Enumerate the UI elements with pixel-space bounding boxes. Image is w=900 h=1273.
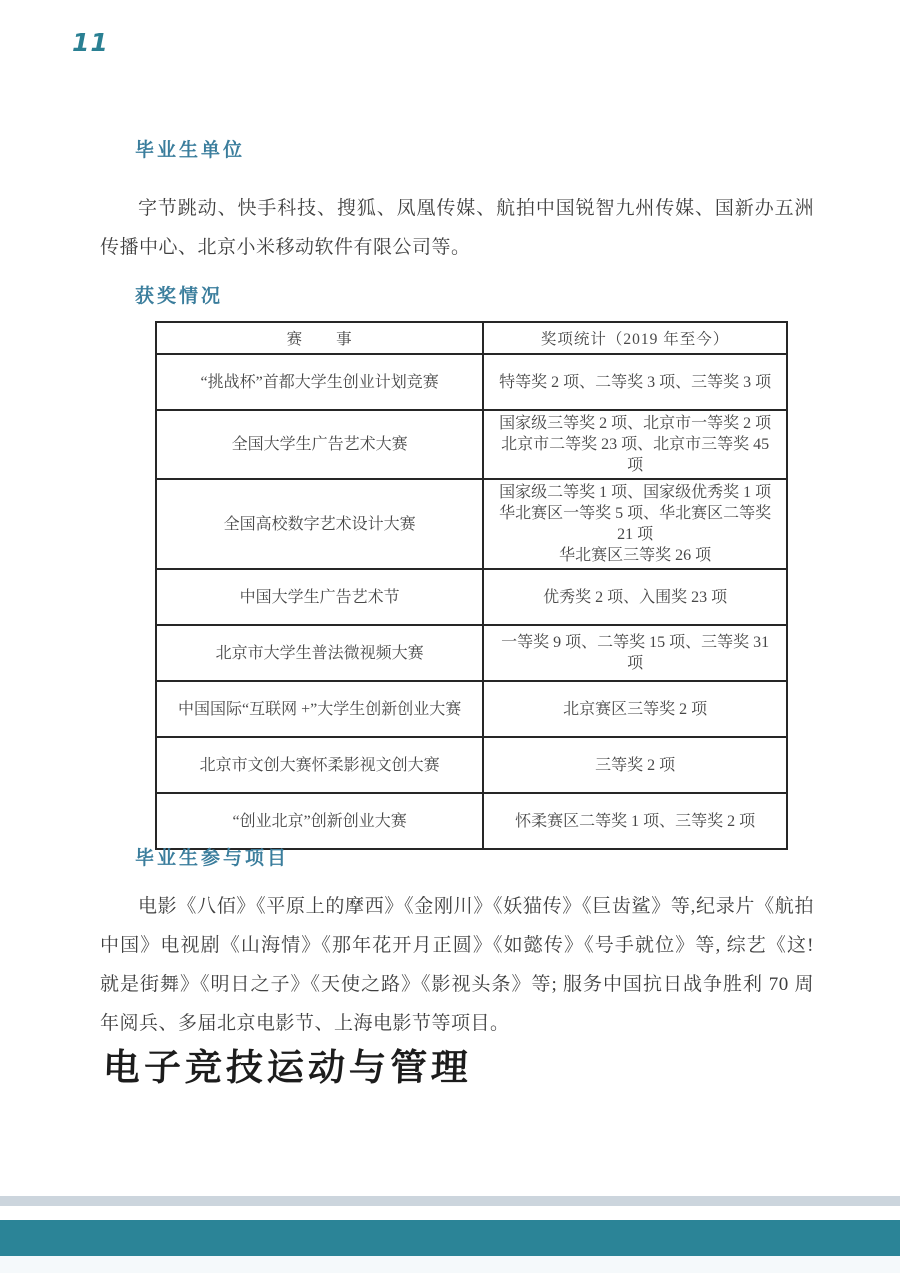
competition-cell: 北京市大学生普法微视频大赛	[156, 625, 483, 681]
awards-cell	[483, 681, 787, 737]
footer-teal-bar	[0, 1220, 900, 1256]
award-line: 一等奖 9 项、二等奖 15 项、三等奖 31 项	[501, 634, 770, 672]
awards-cell	[483, 625, 787, 681]
table-row	[156, 737, 787, 793]
footer-bottom-strip	[0, 1256, 900, 1273]
footer-thin-bar	[0, 1196, 900, 1206]
table-row	[156, 793, 787, 849]
award-line: 国家级二等奖 1 项、国家级优秀奖 1 项	[499, 484, 772, 501]
competition-cell: 全国大学生广告艺术大赛	[156, 410, 483, 479]
competition-cell: 北京市文创大赛怀柔影视文创大赛	[156, 737, 483, 793]
column-header-competition: 赛 事	[156, 322, 483, 354]
section-heading-projects: 毕业生参与项目	[135, 848, 290, 869]
section-heading-employers: 毕业生单位	[135, 140, 246, 161]
award-line: 优秀奖 2 项、入围奖 23 项	[543, 588, 728, 606]
table-row	[156, 410, 787, 479]
awards-cell	[483, 410, 787, 479]
awards-cell	[483, 354, 787, 410]
table-row	[156, 625, 787, 681]
award-line: 华北赛区三等奖 26 项	[559, 547, 712, 564]
award-line: 特等奖 2 项、二等奖 3 项、三等奖 3 项	[499, 373, 772, 391]
competition-cell: “创业北京”创新创业大赛	[156, 793, 483, 849]
award-line: 国家级三等奖 2 项、北京市一等奖 2 项	[499, 415, 772, 432]
award-line: 怀柔赛区二等奖 1 项、三等奖 2 项	[515, 812, 756, 830]
table-row	[156, 479, 787, 569]
award-line: 华北赛区一等奖 5 项、华北赛区二等奖 21 项	[499, 505, 772, 543]
competition-cell: 中国大学生广告艺术节	[156, 569, 483, 625]
awards-cell	[483, 479, 787, 569]
awards-table	[155, 321, 788, 850]
table-row	[156, 354, 787, 410]
award-line: 北京市二等奖 23 项、北京市三等奖 45 项	[501, 436, 770, 474]
competition-cell: 全国高校数字艺术设计大赛	[156, 479, 483, 569]
column-header-awards: 奖项统计（2019 年至今）	[483, 322, 787, 354]
section-heading-awards: 获奖情况	[135, 286, 224, 307]
award-line: 北京赛区三等奖 2 项	[563, 700, 708, 718]
awards-cell	[483, 569, 787, 625]
award-line: 三等奖 2 项	[595, 756, 676, 774]
table-row	[156, 681, 787, 737]
program-title: 电子竞技运动与管理	[102, 1047, 473, 1089]
table-header-row	[156, 322, 787, 354]
awards-table-body	[156, 354, 787, 849]
awards-cell	[483, 737, 787, 793]
employers-paragraph: 字节跳动、快手科技、搜狐、凤凰传媒、航拍中国锐智九州传媒、国新办五洲传播中心、北京小米移动软件有限公司等。	[100, 198, 814, 258]
awards-cell	[483, 793, 787, 849]
competition-cell: “挑战杯”首都大学生创业计划竞赛	[156, 354, 483, 410]
competition-cell: 中国国际“互联网 +”大学生创新创业大赛	[156, 681, 483, 737]
page-number: 11	[72, 28, 109, 57]
table-row	[156, 569, 787, 625]
projects-paragraph: 电影《八佰》《平原上的摩西》《金刚川》《妖猫传》《巨齿鲨》等,纪录片《航拍中国》电视剧《山海情》《那年花开月正圆》《如懿传》《号手就位》等, 综艺《这! 就是街舞》《明日之子》《天使之路》《影视头条》等; 服务中国抗日战争胜利 70 周年阅兵、多届北京电影节、上海电影节等项目。	[100, 896, 814, 1034]
